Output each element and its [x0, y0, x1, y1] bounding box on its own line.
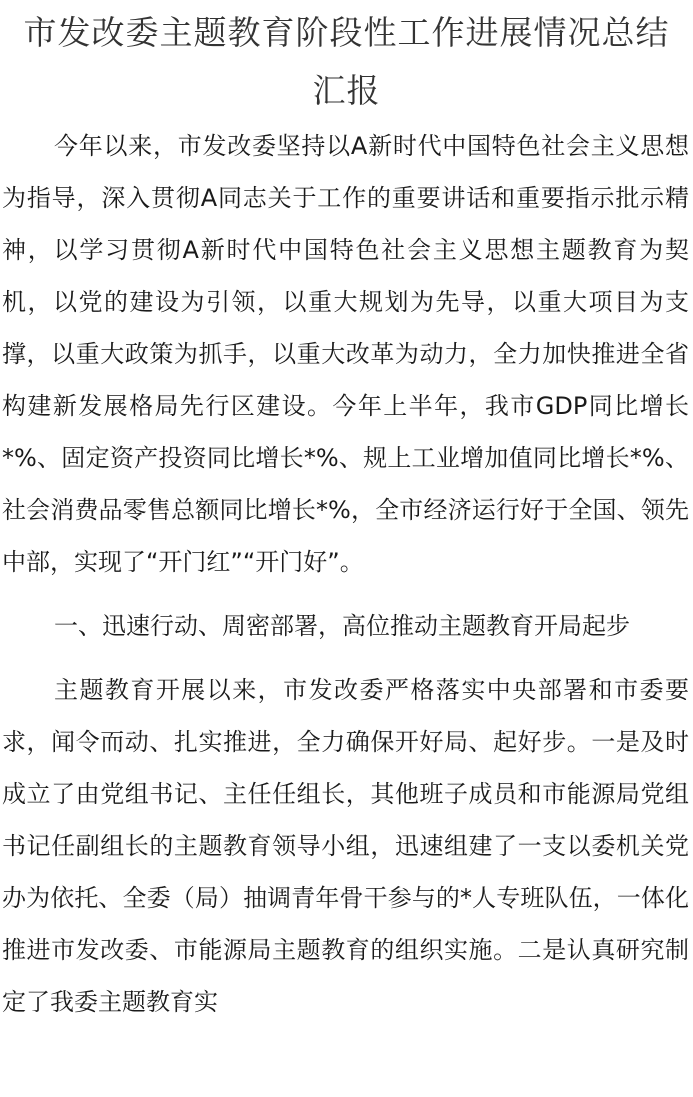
- document-title: 市发改委主题教育阶段性工作进展情况总结汇报: [23, 13, 670, 110]
- intro-paragraph: 今年以来，市发改委坚持以A新时代中国特色社会主义思想为指导，深入贯彻A同志关于工作的重要讲话和重要指示批示精神，以学习贯彻A新时代中国特色社会主义思想主题教育为契机，以党的建设为引领，以重大规划为先导，以重大项目为支撑，以重大政策为抓手，以重大改革为动力，全力加快推进全省构建新发展格局先行区建设。今年上半年，我市GDP同比增长*%、固定资产投资同比增长*%、规上工业增加值同比增长*%、社会消费品零售总额同比增长*%，全市经济运行好于全国、领先中部，实现了“开门红”“开门好”。: [2, 132, 689, 576]
- section-1-paragraph: 主题教育开展以来，市发改委严格落实中央部署和市委要求，闻令而动、扎实推进，全力确保开好局、起好步。一是及时成立了由党组书记、主任任组长，其他班子成员和市能源局党组书记任副组长的主题教育领导小组，迅速组建了一支以委机关党办为依托、全委（局）抽调青年骨干参与的*人专班队伍，一体化推进市发改委、市能源局主题教育的组织实施。二是认真研究制定了我委主题教育实: [2, 676, 689, 1016]
- section-heading-1: 一、迅速行动、周密部署，高位推动主题教育开局起步: [54, 612, 630, 640]
